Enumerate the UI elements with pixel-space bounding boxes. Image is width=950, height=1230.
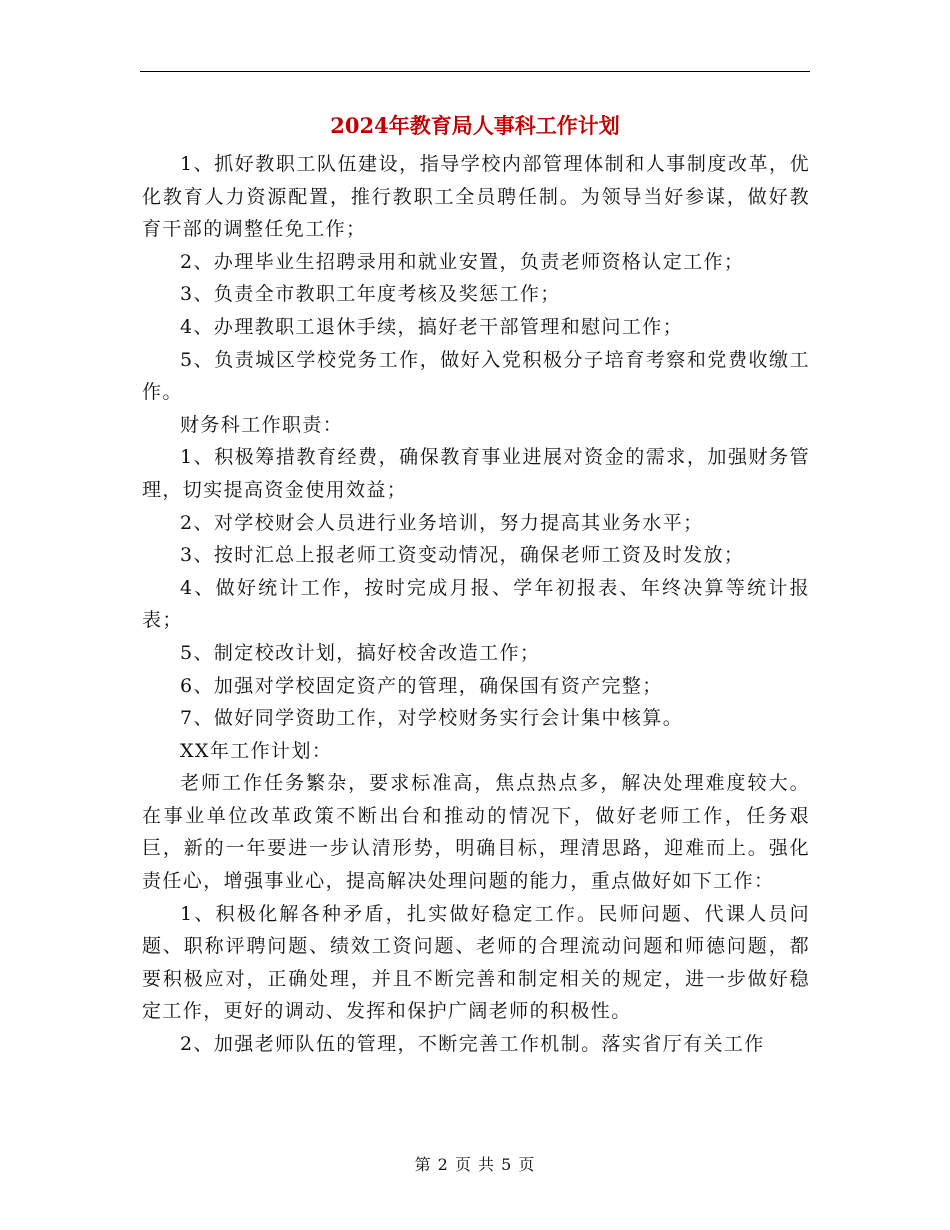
document-title: 2024年教育局人事科工作计划	[330, 113, 620, 138]
paragraph: 5、负责城区学校党务工作，做好入党积极分子培育考察和党费收缴工作。	[142, 348, 810, 404]
paragraph: 1、积极筹措教育经费，确保教育事业进展对资金的需求，加强财务管理，切实提高资金使用效益；	[142, 446, 810, 501]
page-label-suffix: 页	[518, 1155, 536, 1174]
paragraph: 2、对学校财会人员进行业务培训，努力提高其业务水平；	[180, 511, 704, 534]
header-rule	[140, 71, 810, 72]
page-number: 2	[437, 1155, 449, 1174]
paragraph: 6、加强对学校固定资产的管理，确保国有资产完整；	[180, 674, 663, 697]
section-heading: 财务科工作职责：	[180, 413, 344, 436]
paragraph: 1、抓好教职工队伍建设，指导学校内部管理体制和人事制度改革，优化教育人力资源配置，推行教职工全员聘任制。为领导当好参谋，做好教育干部的调整任免工作；	[142, 153, 810, 241]
section-heading: XX年工作计划：	[180, 739, 333, 762]
page-label-prefix: 第	[414, 1155, 432, 1174]
paragraph: 老师工作任务繁杂，要求标准高，焦点热点多，解决处理难度较大。在事业单位改革政策不断出台和推动的情况下，做好老师工作，任务艰巨，新的一年要进一步认清形势，明确目标，理清思路，迎难而上。强化责任心，增强事业心，提高解决处理问题的能力，重点做好如下工作：	[142, 772, 810, 893]
paragraph: 3、按时汇总上报老师工资变动情况，确保老师工资及时发放；	[180, 544, 745, 567]
paragraph: 4、办理教职工退休手续，搞好老干部管理和慰问工作；	[180, 315, 684, 338]
paragraph: 4、做好统计工作，按时完成月报、学年初报表、年终决算等统计报表；	[142, 576, 810, 632]
paragraph: 2、加强老师队伍的管理，不断完善工作机制。落实省厅有关工作	[180, 1033, 765, 1056]
page-total: 5	[501, 1155, 513, 1174]
paragraph: 2、办理毕业生招聘录用和就业安置，负责老师资格认定工作；	[180, 250, 745, 273]
page-label-mid: 页 共	[454, 1155, 496, 1174]
paragraph: 1、积极化解各种矛盾，扎实做好稳定工作。民师问题、代课人员问题、职称评聘问题、绩效工资问题、老师的合理流动问题和师德问题，都要积极应对，正确处理，并且不断完善和制定相关的规定，进一步做好稳定工作，更好的调动、发挥和保护广阔老师的积极性。	[142, 902, 810, 1023]
paragraph: 3、负责全市教职工年度考核及奖惩工作；	[180, 283, 561, 306]
paragraph: 5、制定校改计划，搞好校舍改造工作；	[180, 641, 541, 664]
paragraph: 7、做好同学资助工作，对学校财务实行会计集中核算。	[180, 707, 684, 730]
page-footer	[0, 1153, 950, 1177]
document-body	[142, 148, 810, 1061]
